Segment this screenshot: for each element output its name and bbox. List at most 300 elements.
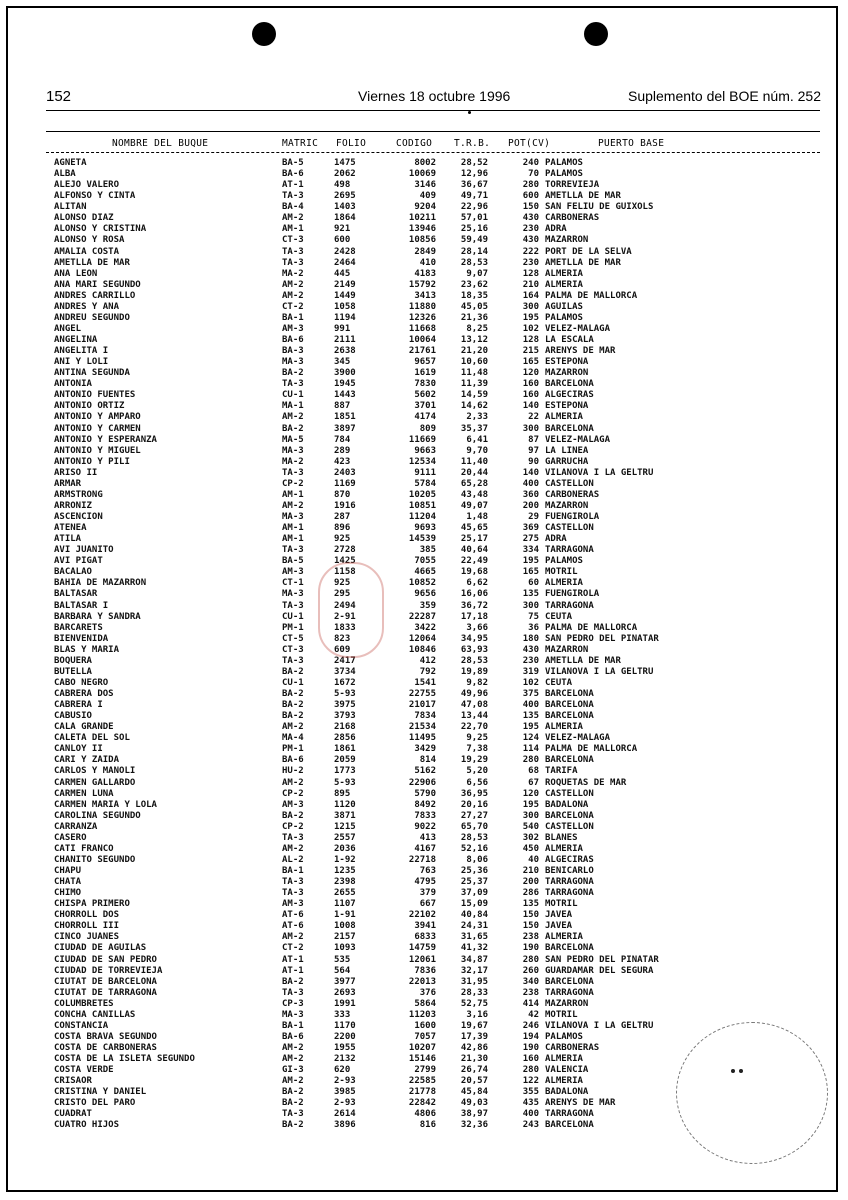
codigo-cell: 5162 bbox=[414, 766, 436, 777]
vessel-name-cell: ALONSO Y CRISTINA bbox=[54, 224, 147, 235]
vessel-name-cell: ANDRES Y ANA bbox=[54, 301, 120, 312]
vessel-name-cell: BACALAO bbox=[54, 567, 92, 578]
trb-cell: 14,59 bbox=[460, 390, 488, 401]
folio-cell: 1-91 bbox=[334, 910, 356, 921]
trb-cell: 49,07 bbox=[460, 500, 488, 511]
trb-cell: 26,74 bbox=[460, 1065, 488, 1076]
table-row bbox=[0, 324, 848, 335]
pot-cv-cell: 97 bbox=[528, 445, 539, 456]
matric-cell: AM-1 bbox=[282, 523, 304, 534]
vessel-name-cell: BIENVENIDA bbox=[54, 633, 109, 644]
puerto-base-cell: FUENGIROLA bbox=[545, 512, 600, 522]
vessel-name-cell: BLAS Y MARIA bbox=[54, 644, 120, 655]
puerto-base-cell: BARCELONA bbox=[545, 423, 594, 434]
folio-cell: 1443 bbox=[334, 390, 356, 401]
codigo-cell: 22718 bbox=[408, 854, 436, 865]
trb-cell: 24,31 bbox=[460, 921, 488, 932]
trb-cell: 43,48 bbox=[460, 489, 488, 500]
matric-cell: MA-2 bbox=[282, 268, 304, 279]
matric-cell: BA-1 bbox=[282, 866, 304, 876]
matric-cell: GI-3 bbox=[282, 1065, 304, 1076]
trb-cell: 9,25 bbox=[466, 733, 488, 744]
pot-cv-cell: 40 bbox=[528, 854, 539, 865]
matric-cell: CU-1 bbox=[282, 390, 304, 401]
vessel-name-cell: CUADRAT bbox=[54, 1109, 92, 1120]
folio-cell: 1120 bbox=[334, 799, 356, 810]
codigo-cell: 12534 bbox=[408, 456, 436, 467]
codigo-cell: 8002 bbox=[414, 158, 436, 168]
matric-cell: TA-3 bbox=[282, 655, 304, 666]
pot-cv-cell: 160 bbox=[522, 1054, 539, 1065]
matric-cell: TA-3 bbox=[282, 379, 304, 390]
folio-cell: 1169 bbox=[334, 478, 356, 489]
puerto-base-cell: ADRA bbox=[545, 534, 567, 545]
table-row bbox=[0, 744, 848, 755]
folio-cell: 870 bbox=[334, 489, 351, 500]
folio-cell: 3897 bbox=[334, 423, 356, 434]
matric-cell: BA-6 bbox=[282, 755, 304, 766]
puerto-base-cell: PORT DE LA SELVA bbox=[545, 246, 632, 257]
matric-cell: CU-1 bbox=[282, 677, 304, 688]
codigo-cell: 3429 bbox=[414, 744, 436, 755]
trb-cell: 17,39 bbox=[460, 1031, 488, 1042]
table-row bbox=[0, 180, 848, 191]
trb-cell: 6,41 bbox=[466, 434, 488, 445]
matric-cell: BA-2 bbox=[282, 976, 304, 987]
trb-cell: 21,36 bbox=[460, 312, 488, 323]
vessel-name-cell: CHISPA PRIMERO bbox=[54, 899, 130, 910]
trb-cell: 57,01 bbox=[460, 213, 488, 224]
matric-cell: AM-2 bbox=[282, 932, 304, 943]
vessel-name-cell: COSTA VERDE bbox=[54, 1065, 114, 1076]
codigo-cell: 21017 bbox=[408, 700, 436, 711]
folio-cell: 1058 bbox=[334, 301, 356, 312]
matric-cell: CP-3 bbox=[282, 998, 304, 1009]
matric-cell: AM-1 bbox=[282, 534, 304, 545]
matric-cell: BA-2 bbox=[282, 711, 304, 722]
trb-cell: 1,48 bbox=[466, 512, 488, 522]
pot-cv-cell: 414 bbox=[522, 998, 539, 1009]
folio-cell: 1194 bbox=[334, 312, 356, 323]
trb-cell: 28,53 bbox=[460, 832, 488, 843]
trb-cell: 8,25 bbox=[466, 323, 488, 334]
puerto-base-cell: CASTELLON bbox=[545, 821, 594, 832]
table-row bbox=[0, 424, 848, 435]
codigo-cell: 4174 bbox=[414, 412, 436, 423]
folio-cell: 498 bbox=[334, 180, 351, 191]
folio-cell: 991 bbox=[334, 323, 351, 334]
folio-cell: 535 bbox=[334, 954, 351, 965]
trb-cell: 63,93 bbox=[460, 644, 488, 655]
puerto-base-cell: SAN PEDRO DEL PINATAR bbox=[545, 633, 659, 644]
pot-cv-cell: 135 bbox=[522, 711, 539, 722]
codigo-cell: 15146 bbox=[408, 1054, 436, 1065]
vessel-name-cell: CHANITO SEGUNDO bbox=[54, 854, 136, 865]
matric-cell: TA-3 bbox=[282, 246, 304, 257]
journal-title: Suplemento del BOE núm. 252 bbox=[628, 88, 822, 104]
puerto-base-cell: TARRAGONA bbox=[545, 877, 594, 888]
pot-cv-cell: 230 bbox=[522, 655, 539, 666]
matric-cell: AM-2 bbox=[282, 1076, 304, 1087]
vessel-name-cell: ALBA bbox=[54, 169, 76, 180]
pot-cv-cell: 114 bbox=[522, 744, 539, 755]
puerto-base-cell: PALAMOS bbox=[545, 169, 583, 180]
pot-cv-cell: 300 bbox=[522, 600, 539, 611]
trb-cell: 11,48 bbox=[460, 368, 488, 379]
folio-cell: 2464 bbox=[334, 257, 356, 268]
puerto-base-cell: ALMERIA bbox=[545, 412, 583, 423]
codigo-cell: 9656 bbox=[414, 589, 436, 600]
folio-cell: 600 bbox=[334, 235, 351, 246]
folio-cell: 423 bbox=[334, 456, 351, 467]
folio-cell: 620 bbox=[334, 1065, 351, 1076]
pot-cv-cell: 102 bbox=[522, 323, 539, 334]
pot-cv-cell: 75 bbox=[528, 611, 539, 622]
pot-cv-cell: 29 bbox=[528, 512, 539, 522]
pot-cv-cell: 435 bbox=[522, 1098, 539, 1109]
vessel-name-cell: CIUTAT DE TARRAGONA bbox=[54, 987, 157, 998]
folio-cell: 609 bbox=[334, 644, 351, 655]
matric-cell: AT-1 bbox=[282, 954, 304, 965]
table-row bbox=[0, 778, 848, 789]
trb-cell: 13,44 bbox=[460, 711, 488, 722]
matric-cell: BA-2 bbox=[282, 423, 304, 434]
table-row bbox=[0, 468, 848, 479]
folio-cell: 1955 bbox=[334, 1043, 356, 1053]
table-row bbox=[0, 545, 848, 556]
puerto-base-cell: ALMERIA bbox=[545, 279, 583, 290]
puerto-base-cell: VELEZ-MALAGA bbox=[545, 323, 611, 334]
table-row bbox=[0, 733, 848, 744]
table-row bbox=[0, 523, 848, 534]
pot-cv-cell: 280 bbox=[522, 755, 539, 766]
puerto-base-cell: ARENYS DE MAR bbox=[545, 1098, 616, 1109]
matric-cell: CT-2 bbox=[282, 301, 304, 312]
trb-cell: 21,20 bbox=[460, 346, 488, 357]
matric-cell: AM-2 bbox=[282, 412, 304, 423]
vessel-name-cell: ANGEL bbox=[54, 323, 82, 334]
vessel-name-cell: CONCHA CANILLAS bbox=[54, 1009, 136, 1020]
trb-cell: 31,65 bbox=[460, 932, 488, 943]
pot-cv-cell: 68 bbox=[528, 766, 539, 777]
trb-cell: 31,95 bbox=[460, 976, 488, 987]
puerto-base-cell: AMETLLA DE MAR bbox=[545, 191, 621, 202]
trb-cell: 12,96 bbox=[460, 169, 488, 180]
folio-cell: 2132 bbox=[334, 1054, 356, 1065]
matric-cell: CT-3 bbox=[282, 235, 304, 246]
puerto-base-cell: MOTRIL bbox=[545, 567, 578, 578]
trb-cell: 6,62 bbox=[466, 578, 488, 589]
table-row bbox=[0, 999, 848, 1010]
table-row bbox=[0, 844, 848, 855]
vessel-name-cell: CHATA bbox=[54, 877, 82, 888]
matric-cell: BA-2 bbox=[282, 666, 304, 677]
folio-cell: 2417 bbox=[334, 655, 356, 666]
pot-cv-cell: 210 bbox=[522, 866, 539, 876]
puerto-base-cell: FUENGIROLA bbox=[545, 589, 600, 600]
codigo-cell: 814 bbox=[419, 755, 436, 766]
trb-cell: 34,87 bbox=[460, 954, 488, 965]
col-header-codigo: CODIGO bbox=[396, 138, 433, 149]
pot-cv-cell: 319 bbox=[522, 666, 539, 677]
vessel-name-cell: ASCENCION bbox=[54, 512, 103, 522]
table-row bbox=[0, 612, 848, 623]
puerto-base-cell: CASTELLON bbox=[545, 523, 594, 534]
codigo-cell: 7834 bbox=[414, 711, 436, 722]
matric-cell: BA-2 bbox=[282, 810, 304, 821]
matric-cell: TA-3 bbox=[282, 987, 304, 998]
codigo-cell: 1600 bbox=[414, 1020, 436, 1031]
puerto-base-cell: MOTRIL bbox=[545, 899, 578, 910]
puerto-base-cell: AGUILAS bbox=[545, 301, 583, 312]
folio-cell: 1093 bbox=[334, 943, 356, 954]
trb-cell: 35,37 bbox=[460, 423, 488, 434]
folio-cell: 3985 bbox=[334, 1087, 356, 1098]
folio-cell: 2062 bbox=[334, 169, 356, 180]
matric-cell: AM-2 bbox=[282, 1054, 304, 1065]
table-row bbox=[0, 833, 848, 844]
trb-cell: 32,36 bbox=[460, 1120, 488, 1131]
vessel-name-cell: ANDRES CARRILLO bbox=[54, 290, 136, 301]
matric-cell: TA-3 bbox=[282, 467, 304, 478]
folio-cell: 5-93 bbox=[334, 689, 356, 699]
puerto-base-cell: ALMERIA bbox=[545, 1054, 583, 1065]
table-row bbox=[0, 589, 848, 600]
codigo-cell: 2799 bbox=[414, 1065, 436, 1076]
trb-cell: 11,40 bbox=[460, 456, 488, 467]
codigo-cell: 6833 bbox=[414, 932, 436, 943]
codigo-cell: 12064 bbox=[408, 633, 436, 644]
col-header-name: NOMBRE DEL BUQUE bbox=[112, 138, 209, 149]
folio-cell: 2693 bbox=[334, 987, 356, 998]
puerto-base-cell: ADRA bbox=[545, 224, 567, 235]
trb-cell: 25,36 bbox=[460, 866, 488, 876]
trb-cell: 49,96 bbox=[460, 689, 488, 699]
pot-cv-cell: 369 bbox=[522, 523, 539, 534]
folio-cell: 3734 bbox=[334, 666, 356, 677]
folio-cell: 3900 bbox=[334, 368, 356, 379]
puerto-base-cell: ALMERIA bbox=[545, 578, 583, 589]
trb-cell: 10,60 bbox=[460, 357, 488, 368]
codigo-cell: 3941 bbox=[414, 921, 436, 932]
codigo-cell: 11495 bbox=[408, 733, 436, 744]
punch-hole-right bbox=[584, 22, 608, 46]
trb-cell: 25,37 bbox=[460, 877, 488, 888]
puerto-base-cell: VELEZ-MALAGA bbox=[545, 434, 611, 445]
table-row bbox=[0, 169, 848, 180]
trb-cell: 65,28 bbox=[460, 478, 488, 489]
trb-cell: 19,29 bbox=[460, 755, 488, 766]
pot-cv-cell: 120 bbox=[522, 368, 539, 379]
vessel-name-cell: ALITAN bbox=[54, 202, 87, 213]
codigo-cell: 5784 bbox=[414, 478, 436, 489]
folio-cell: 1215 bbox=[334, 821, 356, 832]
matric-cell: TA-3 bbox=[282, 888, 304, 899]
table-row bbox=[0, 766, 848, 777]
folio-cell: 1864 bbox=[334, 213, 356, 224]
matric-cell: BA-2 bbox=[282, 368, 304, 379]
trb-cell: 7,38 bbox=[466, 744, 488, 755]
puerto-base-cell: ALGECIRAS bbox=[545, 390, 594, 401]
codigo-cell: 9022 bbox=[414, 821, 436, 832]
puerto-base-cell: CASTELLON bbox=[545, 788, 594, 799]
folio-cell: 3896 bbox=[334, 1120, 356, 1131]
pot-cv-cell: 430 bbox=[522, 235, 539, 246]
vessel-name-cell: ARISO II bbox=[54, 467, 98, 478]
col-header-matric: MATRIC bbox=[282, 138, 319, 149]
pot-cv-cell: 450 bbox=[522, 843, 539, 854]
pot-cv-cell: 300 bbox=[522, 423, 539, 434]
folio-cell: 925 bbox=[334, 578, 351, 589]
matric-cell: PM-1 bbox=[282, 622, 304, 633]
table-row bbox=[0, 479, 848, 490]
vessel-name-cell: CINCO JUANES bbox=[54, 932, 120, 943]
vessel-name-cell: CATI FRANCO bbox=[54, 843, 114, 854]
folio-cell: 3793 bbox=[334, 711, 356, 722]
matric-cell: AT-1 bbox=[282, 180, 304, 191]
trb-cell: 28,33 bbox=[460, 987, 488, 998]
pot-cv-cell: 165 bbox=[522, 357, 539, 368]
table-row bbox=[0, 711, 848, 722]
vessel-name-cell: AMALIA COSTA bbox=[54, 246, 120, 257]
folio-cell: 1991 bbox=[334, 998, 356, 1009]
matric-cell: AT-6 bbox=[282, 910, 304, 921]
table-row bbox=[0, 634, 848, 645]
codigo-cell: 12326 bbox=[408, 312, 436, 323]
pot-cv-cell: 246 bbox=[522, 1020, 539, 1031]
vessel-name-cell: COLUMBRETES bbox=[54, 998, 114, 1009]
vessel-name-cell: AGNETA bbox=[54, 158, 87, 168]
puerto-base-cell: JAVEA bbox=[545, 910, 573, 921]
pot-cv-cell: 195 bbox=[522, 722, 539, 733]
folio-cell: 2059 bbox=[334, 755, 356, 766]
codigo-cell: 3146 bbox=[414, 180, 436, 191]
matric-cell: AM-2 bbox=[282, 1043, 304, 1053]
pot-cv-cell: 90 bbox=[528, 456, 539, 467]
puerto-base-cell: TARIFA bbox=[545, 766, 578, 777]
codigo-cell: 11669 bbox=[408, 434, 436, 445]
pot-cv-cell: 430 bbox=[522, 213, 539, 224]
codigo-cell: 10205 bbox=[408, 489, 436, 500]
puerto-base-cell: ALMERIA bbox=[545, 932, 583, 943]
puerto-base-cell: BADALONA bbox=[545, 1087, 589, 1098]
trb-cell: 20,57 bbox=[460, 1076, 488, 1087]
trb-cell: 40,64 bbox=[460, 545, 488, 556]
trb-cell: 9,70 bbox=[466, 445, 488, 456]
punch-hole-left bbox=[252, 22, 276, 46]
trb-cell: 19,89 bbox=[460, 666, 488, 677]
vessel-name-cell: CAROLINA SEGUNDO bbox=[54, 810, 141, 821]
table-row bbox=[0, 943, 848, 954]
folio-cell: 289 bbox=[334, 445, 351, 456]
folio-cell: 2149 bbox=[334, 279, 356, 290]
codigo-cell: 7057 bbox=[414, 1031, 436, 1042]
puerto-base-cell: GARRUCHA bbox=[545, 456, 589, 467]
puerto-base-cell: VELEZ-MALAGA bbox=[545, 733, 611, 744]
table-row bbox=[0, 313, 848, 324]
folio-cell: 564 bbox=[334, 965, 351, 976]
folio-cell: 2655 bbox=[334, 888, 356, 899]
vessel-name-cell: CANLOY II bbox=[54, 744, 103, 755]
table-row bbox=[0, 877, 848, 888]
trb-cell: 15,09 bbox=[460, 899, 488, 910]
matric-cell: CT-2 bbox=[282, 943, 304, 954]
folio-cell: 1851 bbox=[334, 412, 356, 423]
trb-cell: 16,06 bbox=[460, 589, 488, 600]
codigo-cell: 10846 bbox=[408, 644, 436, 655]
trb-cell: 28,53 bbox=[460, 257, 488, 268]
folio-cell: 3871 bbox=[334, 810, 356, 821]
folio-cell: 333 bbox=[334, 1009, 351, 1020]
matric-cell: BA-5 bbox=[282, 556, 304, 567]
pot-cv-cell: 286 bbox=[522, 888, 539, 899]
vessel-name-cell: CHAPU bbox=[54, 866, 82, 876]
trb-cell: 13,12 bbox=[460, 335, 488, 345]
matric-cell: TA-3 bbox=[282, 832, 304, 843]
vessel-name-cell: CHORROLL III bbox=[54, 921, 120, 932]
folio-cell: 5-93 bbox=[334, 777, 356, 788]
codigo-cell: 3413 bbox=[414, 290, 436, 301]
puerto-base-cell: MOTRIL bbox=[545, 1009, 578, 1020]
folio-cell: 1916 bbox=[334, 500, 356, 511]
table-row bbox=[0, 202, 848, 213]
pot-cv-cell: 230 bbox=[522, 257, 539, 268]
codigo-cell: 22842 bbox=[408, 1098, 436, 1109]
codigo-cell: 2849 bbox=[414, 246, 436, 257]
matric-cell: CT-5 bbox=[282, 633, 304, 644]
puerto-base-cell: BARCELONA bbox=[545, 755, 594, 766]
puerto-base-cell: ESTEPONA bbox=[545, 401, 589, 412]
folio-cell: 2428 bbox=[334, 246, 356, 257]
folio-cell: 2695 bbox=[334, 191, 356, 202]
codigo-cell: 22755 bbox=[408, 689, 436, 699]
codigo-cell: 410 bbox=[419, 257, 436, 268]
codigo-cell: 11668 bbox=[408, 323, 436, 334]
table-row bbox=[0, 247, 848, 258]
vessel-name-cell: ANDREU SEGUNDO bbox=[54, 312, 130, 323]
matric-cell: CP-2 bbox=[282, 821, 304, 832]
vessel-name-cell: CARMEN LUNA bbox=[54, 788, 114, 799]
pot-cv-cell: 275 bbox=[522, 534, 539, 545]
library-seal bbox=[318, 562, 384, 658]
matric-cell: BA-1 bbox=[282, 1020, 304, 1031]
codigo-cell: 4167 bbox=[414, 843, 436, 854]
circular-stamp bbox=[676, 1022, 828, 1164]
table-row bbox=[0, 1010, 848, 1021]
folio-cell: 925 bbox=[334, 534, 351, 545]
trb-cell: 47,08 bbox=[460, 700, 488, 711]
pot-cv-cell: 334 bbox=[522, 545, 539, 556]
trb-cell: 28,53 bbox=[460, 655, 488, 666]
folio-cell: 2-91 bbox=[334, 611, 356, 622]
matric-cell: TA-3 bbox=[282, 600, 304, 611]
table-row bbox=[0, 291, 848, 302]
matric-cell: AM-3 bbox=[282, 899, 304, 910]
table-row bbox=[0, 368, 848, 379]
table-row bbox=[0, 302, 848, 313]
matric-cell: BA-2 bbox=[282, 1120, 304, 1131]
codigo-cell: 10069 bbox=[408, 169, 436, 180]
pot-cv-cell: 243 bbox=[522, 1120, 539, 1131]
pot-cv-cell: 22 bbox=[528, 412, 539, 423]
pot-cv-cell: 120 bbox=[522, 788, 539, 799]
codigo-cell: 7055 bbox=[414, 556, 436, 567]
pot-cv-cell: 195 bbox=[522, 799, 539, 810]
table-row bbox=[0, 235, 848, 246]
folio-cell: 2-93 bbox=[334, 1098, 356, 1109]
folio-cell: 921 bbox=[334, 224, 351, 235]
table-row bbox=[0, 258, 848, 269]
